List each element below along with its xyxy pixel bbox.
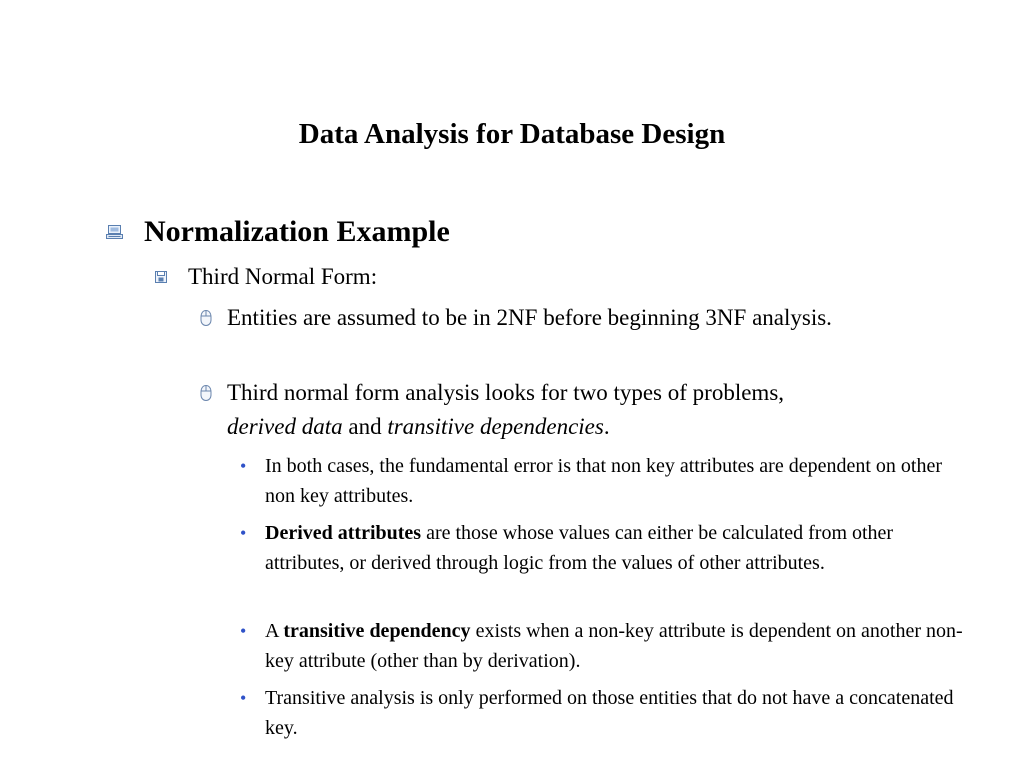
sub-point-plain: exists when a non-key attribute is dependent on another non-key attribute (other than by derivation). <box>265 620 963 672</box>
sub-point-bold: transitive dependency <box>283 620 471 642</box>
sub-point-row <box>236 616 971 676</box>
mouse-icon <box>199 376 227 410</box>
point-text <box>227 376 959 444</box>
bullet-dot: • <box>240 687 247 708</box>
sub-point-plain: A <box>265 620 284 642</box>
point-text-plain: Third normal form analysis looks for two types of problems, <box>227 380 785 405</box>
heading-text: Normalization Example <box>144 215 450 248</box>
sub-point-plain: are those whose values can either be calculated from other attributes, or derived through logic from the values of other attributes. <box>265 522 894 574</box>
sub-point-text: In both cases, the fundamental error is that non key attributes are dependent on other non key attributes. <box>265 455 942 507</box>
bullet-dot: • <box>240 522 247 543</box>
mouse-icon <box>199 301 227 335</box>
point-text-plain: . <box>603 414 610 439</box>
bullet-dot: • <box>240 620 247 641</box>
sub-point-row <box>236 518 971 578</box>
subheading-row <box>155 260 975 294</box>
slide-title: Data Analysis for Database Design <box>298 118 726 150</box>
point-row <box>199 376 959 444</box>
computer-icon <box>104 212 144 252</box>
point-text-italic: transitive dependencies <box>387 414 604 439</box>
sub-point-text: Transitive analysis is only performed on those entities that do not have a concatenated key. <box>265 687 954 739</box>
sub-point-row <box>236 683 971 743</box>
subheading-text: Third Normal Form: <box>188 264 378 289</box>
floppy-disk-icon <box>155 260 188 294</box>
sub-point-text <box>265 518 971 578</box>
point-text-italic: derived data <box>227 414 343 439</box>
heading-row <box>104 212 984 252</box>
sub-point-row <box>236 451 971 511</box>
sub-point-bold: Derived attributes <box>265 522 422 544</box>
point-text-plain: and <box>342 414 388 439</box>
point-text: Entities are assumed to be in 2NF before beginning 3NF analysis. <box>227 305 832 330</box>
bullet-dot: • <box>240 455 247 476</box>
point-row <box>199 301 959 335</box>
sub-point-text <box>265 616 971 676</box>
